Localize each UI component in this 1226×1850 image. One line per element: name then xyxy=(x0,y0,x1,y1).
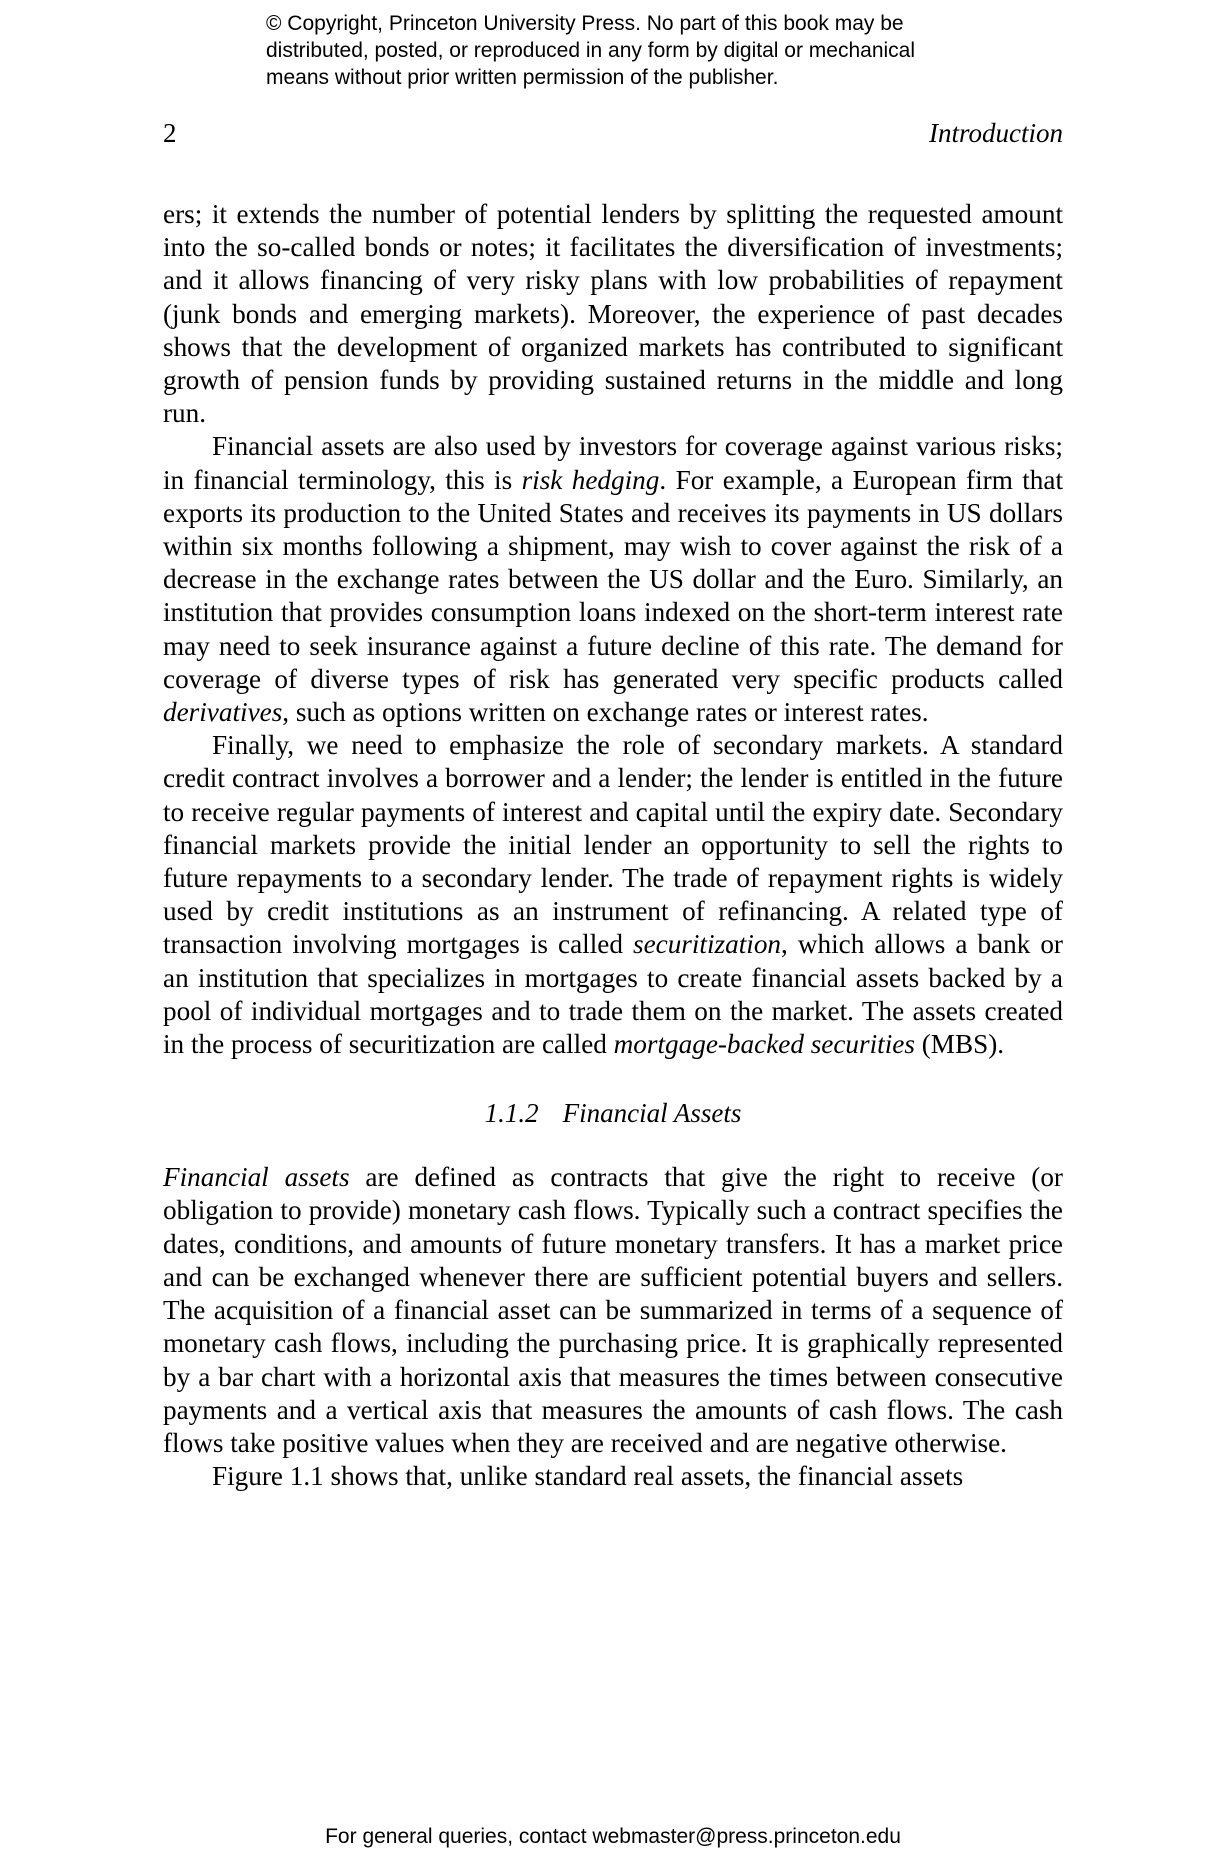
chapter-title: Introduction xyxy=(929,118,1063,148)
text-run: are defined as contracts that give the right to receive (or obligation to provide) monetary cash flows. Typically such a contract specifies the dates, conditions, and amounts of future monetary transfers. It has a market price and can be exchanged whenever there are sufficient potential buyers and sellers. The acquisition of a financial asset can be summarized in terms of a sequence of monetary cash flows, including the purchasing price. It is graphically represented by a bar chart with a horizontal axis that measures the times between consecutive payments and a vertical axis that measures the amounts of cash flows. The cash flows take positive values when they are received and are negative otherwise. xyxy=(163,1162,1063,1458)
section-number: 1.1.2 xyxy=(484,1098,539,1129)
page-number: 2 xyxy=(163,118,177,148)
emphasized-term: mortgage-backed securities xyxy=(613,1029,915,1060)
copyright-line: © Copyright, Princeton University Press. No part of this book may be xyxy=(266,12,904,35)
paragraph xyxy=(163,430,1063,729)
paragraph: Figure 1.1 shows that, unlike standard real assets, the financial assets xyxy=(212,1461,964,1492)
text-run: . For example, a European firm that exports its production to the United States and receives its payments in US dollars within six months following a shipment, may wish to cover against the risk of a decrease in the exchange rates between the US dollar and the Euro. Similarly, an institution that provides consumption loans indexed on the short-term interest rate may need to seek insurance against a future decline of this rate. The demand for coverage of diverse types of risk has generated very specific products called xyxy=(163,464,1064,694)
text-run: (MBS). xyxy=(914,1029,1005,1060)
emphasized-term: derivatives xyxy=(163,697,283,728)
emphasized-term: Financial assets xyxy=(163,1162,350,1193)
text-run: , such as options written on exchange rates or interest rates. xyxy=(282,697,929,728)
paragraph xyxy=(163,729,1063,1061)
copyright-line: means without prior written permission of the publisher. xyxy=(266,66,779,89)
paragraph: ers; it extends the number of potential lenders by splitting the requested amount into the so-called bonds or notes; it facilitates the diversification of investments; and it allows financing of very risky plans with low probabilities of repayment (junk bonds and emerging markets). Moreover, the experience of past decades shows that the development of organized markets has contributed to significant growth of pension funds by providing sustained returns in the middle and long run. xyxy=(163,199,1063,429)
body-text xyxy=(163,198,1063,1493)
section-title: Financial Assets xyxy=(562,1098,742,1129)
text-run: Financial assets are also used by investors for coverage against various risks; in financial terminology, this is xyxy=(163,431,1063,495)
emphasized-term: risk hedging xyxy=(521,464,660,495)
paragraph xyxy=(163,1161,1063,1460)
copyright-line: distributed, posted, or reproduced in any form by digital or mechanical xyxy=(266,39,916,62)
section-heading xyxy=(163,1097,1063,1130)
footer-contact: For general queries, contact webmaster@press.princeton.edu xyxy=(325,1825,901,1848)
text-run: , which allows a bank or an institution that specializes in mortgages to create financial assets backed by a pool of individual mortgages and to trade them on the market. The assets created in the process of securitization are called xyxy=(163,929,1063,1060)
copyright-notice xyxy=(266,10,1086,91)
emphasized-term: securitization xyxy=(632,929,782,960)
text-run: Finally, we need to emphasize the role of secondary markets. A standard credit contract involves a borrower and a lender; the lender is entitled in the future to receive regular payments of interest and capital until the expiry date. Secondary financial markets provide the initial lender an opportunity to sell the rights to future repayments to a secondary lender. The trade of repayment rights is widely used by credit institutions as an instrument of refinancing. A related type of transaction involving mortgages is called xyxy=(163,730,1063,960)
